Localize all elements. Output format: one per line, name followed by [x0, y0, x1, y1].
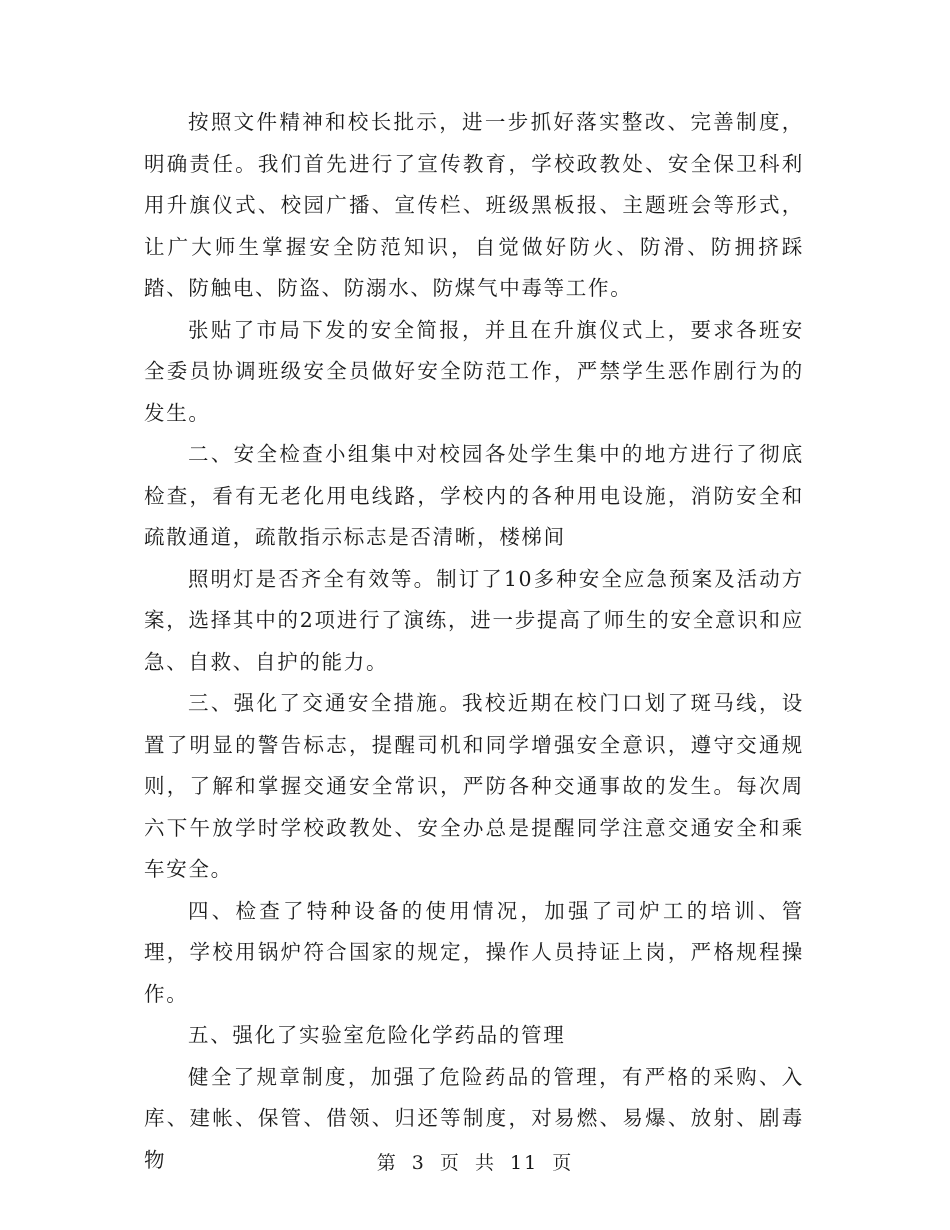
- paragraph-6: 四、检查了特种设备的使用情况，加强了司炉工的培训、管理，学校用锅炉符合国家的规定，操作人员持证上岗，严格规程操作。: [144, 898, 804, 1006]
- paragraph-8: 健全了规章制度，加强了危险药品的管理，有严格的采购、入库、建帐、保管、借领、归还等制度，对易燃、易爆、放射、剧毒物: [144, 1064, 804, 1172]
- document-body: [144, 102, 804, 1181]
- paragraph-2: 张贴了市局下发的安全简报，并且在升旗仪式上，要求各班安全委员协调班级安全员做好安全防范工作，严禁学生恶作剧行为的发生。: [144, 317, 804, 425]
- page-number-footer: 第 3 页 共 11 页: [376, 1152, 574, 1174]
- paragraph-1: 按照文件精神和校长批示，进一步抓好落实整改、完善制度，明确责任。我们首先进行了宣传教育，学校政教处、安全保卫科利用升旗仪式、校园广播、宣传栏、班级黑板报、主题班会等形式，让广大师生掌握安全防范知识，自觉做好防火、防滑、防拥挤踩踏、防触电、防盗、防溺水、防煤气中毒等工作。: [144, 110, 804, 300]
- paragraph-7: 五、强化了实验室危险化学药品的管理: [188, 1023, 566, 1047]
- paragraph-3: 二、安全检查小组集中对校园各处学生集中的地方进行了彻底检查，看有无老化用电线路，学校内的各种用电设施，消防安全和疏散通道，疏散指示标志是否清晰，楼梯间: [144, 442, 804, 549]
- paragraph-4: 照明灯是否齐全有效等。制订了10多种安全应急预案及活动方案，选择其中的2项进行了演练，进一步提高了师生的安全意识和应急、自救、自护的能力。: [144, 566, 804, 674]
- paragraph-5: 三、强化了交通安全措施。我校近期在校门口划了斑马线，设置了明显的警告标志，提醒司机和同学增强安全意识，遵守交通规则，了解和掌握交通安全常识，严防各种交通事故的发生。每次周六下午放学时学校政教处、安全办总是提醒同学注意交通安全和乘车安全。: [144, 691, 804, 881]
